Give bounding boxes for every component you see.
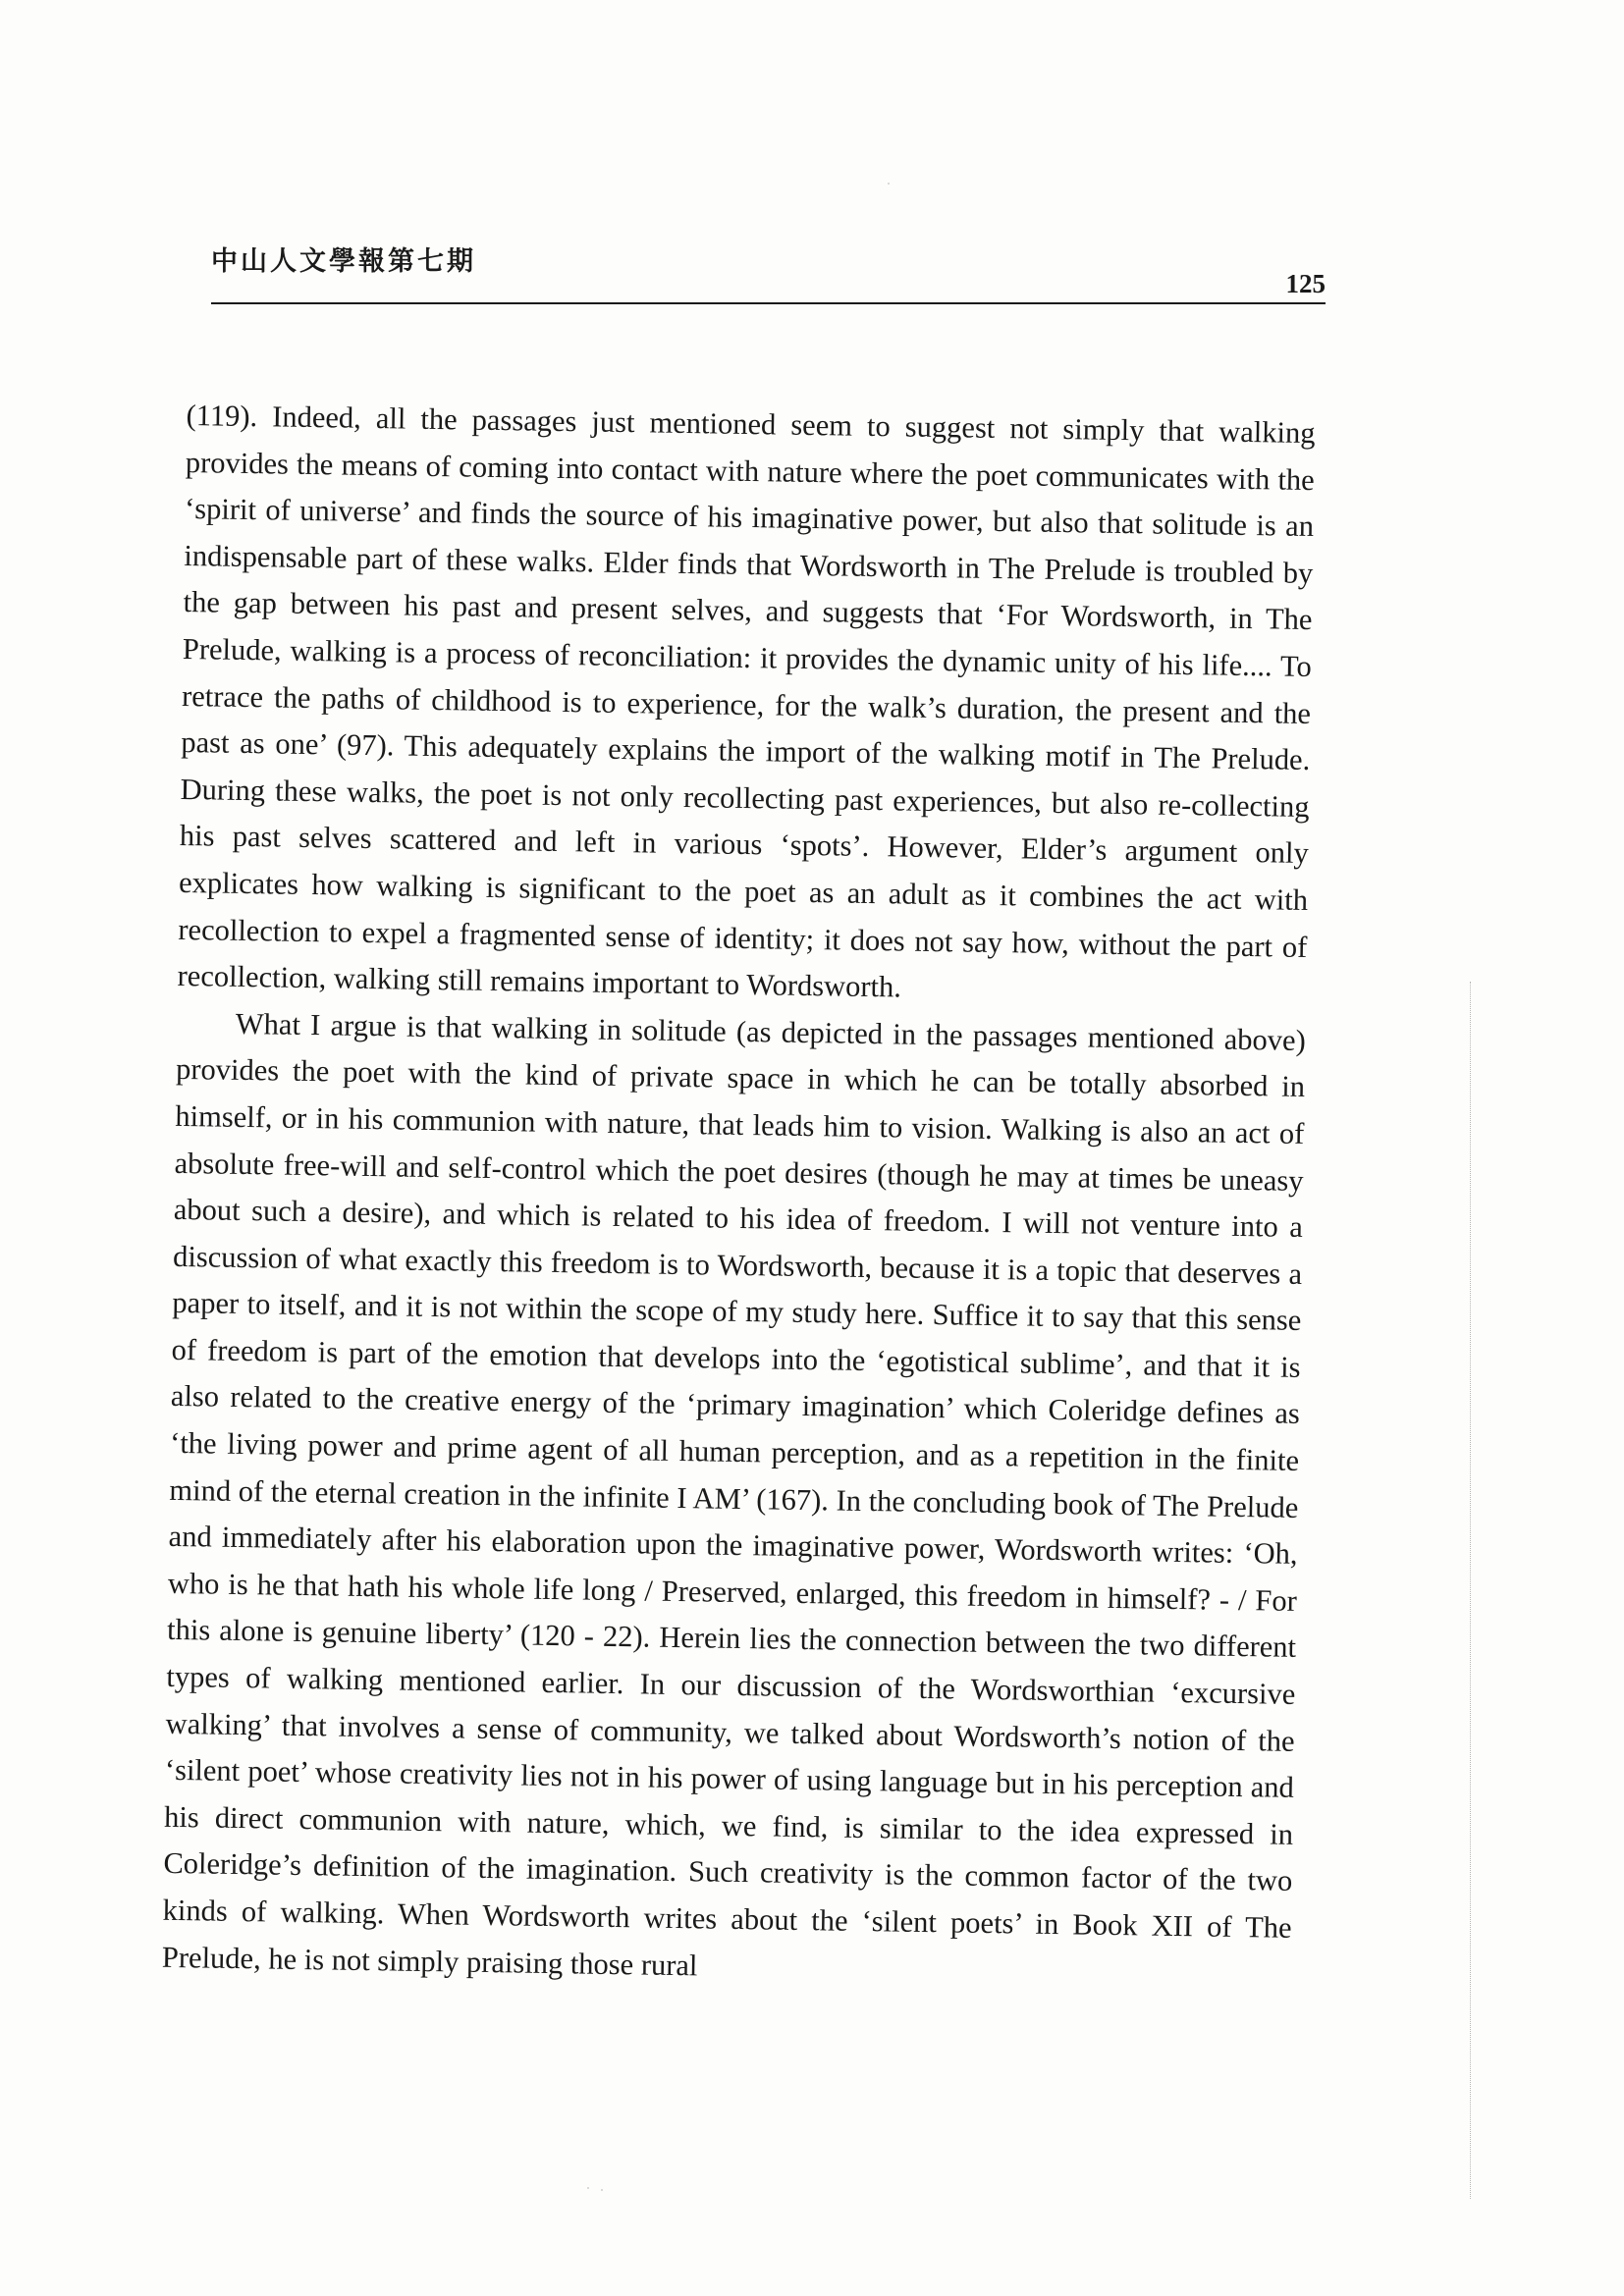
scan-speck <box>587 2187 589 2189</box>
running-header <box>211 236 1326 304</box>
scan-speck <box>601 2189 603 2191</box>
paragraph: (119). Indeed, all the passages just mentioned seem to suggest not simply that walking provides the means of coming into contact with nature where the poet communicates with the ‘spirit of universe’ and finds the source of his imaginative power, but also that solitude is an indispensable part of these walks. Elder finds that Wordsworth in The Prelude is troubled by the gap between his past and present selves, and suggests that ‘For Wordsworth, in The Prelude, walking is a process of reconciliation: it provides the dynamic unity of his life.... To retrace the paths of childhood is to experience, for the walk’s duration, the present and the past as one’ (97). This adequately explains the import of the walking motif in The Prelude. During these walks, the poet is not only recollecting past experiences, but also re-collecting his past selves scattered and left in various ‘spots’. However, Elder’s argument only explicates how walking is significant to the poet as an adult as it combines the act with recollection to expel a fragmented sense of identity; it does not say how, without the part of recollection, walking still remains important to Wordsworth. <box>177 398 1316 1004</box>
journal-title: 中山人文學報第七期 <box>211 246 476 277</box>
paragraph: What I argue is that walking in solitude (as depicted in the passages mentioned above) provides the poet with the kind of private space in which he can be totally absorbed in himself, or in his communion with nature, that leads him to vision. Walking is also an act of absolute free-will and self-control which the poet desires (though he may at times be uneasy about such a desire), and which is related to his idea of freedom. I will not venture into a discussion of what exactly this freedom is to Wordsworth, because it is a topic that deserves a paper to itself, and it is not within the scope of my study here. Suffice it to say that this sense of freedom is part of the emotion that develops into the ‘egotistical sublime’, and that it is also related to the creative energy of the ‘primary imagination’ which Coleridge defines as ‘the living power and prime agent of all human perception, and as a repetition in the finite mind of the eternal creation in the infinite I AM’ (167). In the concluding book of The Prelude and immediately after his elaboration upon the imaginative power, Wordsworth writes: ‘Oh, who is he that hath his whole life long / Preserved, enlarged, this freedom in himself? - / For this alone is genuine liberty’ (120 - 22). Herein lies the connection between the two different types of walking mentioned earlier. In our discussion of the Wordsworthian ‘excursive walking’ that involves a sense of community, we talked about Wordsworth’s notion of the ‘silent poet’ whose creativity lies not in his power of using language but in his perception and his direct communion with nature, which, we find, is similar to the idea expressed in Coleridge’s definition of the imagination. Such creativity is the common factor of the two kinds of walking. When Wordsworth writes about the ‘silent poets’ in Book XII of The Prelude, he is not simply praising those rural <box>161 1006 1307 1982</box>
header-rule <box>211 302 1326 304</box>
body-text <box>162 393 1316 1999</box>
page-number: 125 <box>1285 269 1326 298</box>
scan-edge-artifact <box>1470 982 1471 2199</box>
scan-speck <box>888 183 890 185</box>
